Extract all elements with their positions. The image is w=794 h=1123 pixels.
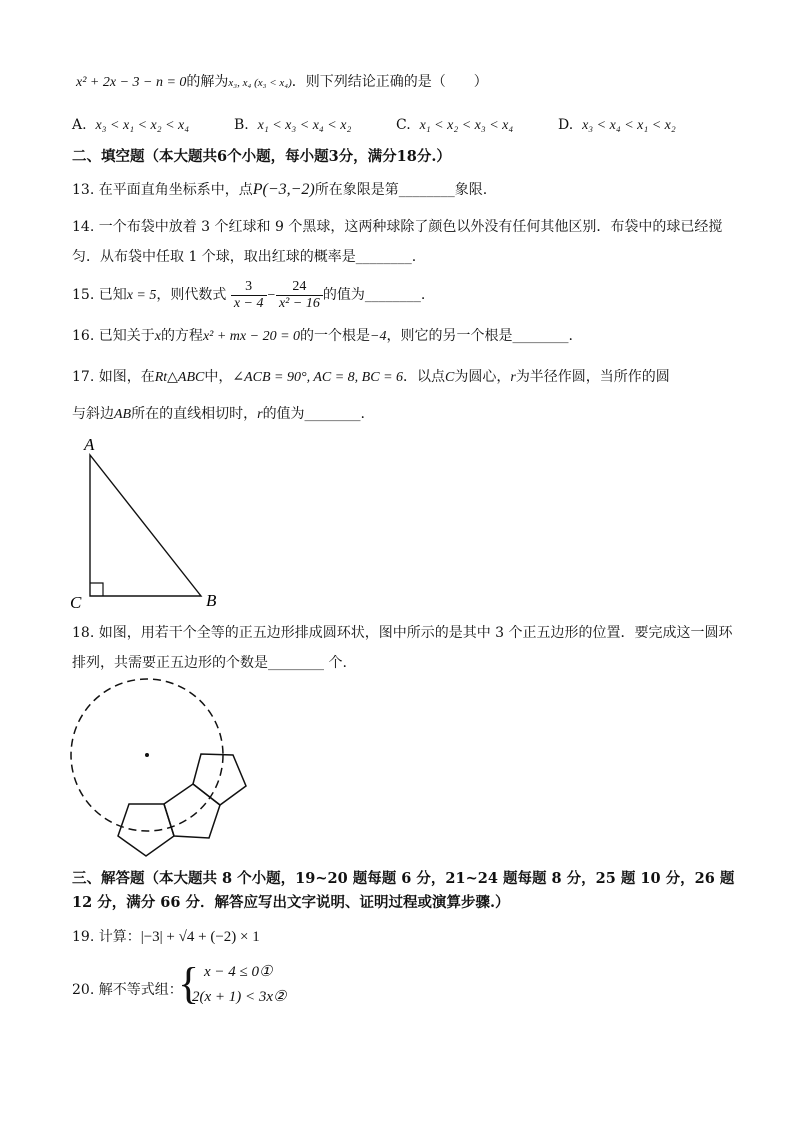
pentagon-middle	[164, 784, 220, 838]
question-14-line2: 匀．从布袋中任取 1 个球，取出红球的概率是________.	[72, 249, 417, 265]
right-angle-mark	[90, 583, 103, 596]
section3-heading-line2: 12 分，满分 66 分．解答应写出文字说明、证明过程或演算步骤.）	[72, 894, 510, 911]
question-16: 16. 已知关于x的方程x² + mx − 20 = 0的一个根是−4，则它的另一个根是________.	[72, 328, 573, 344]
system-brace: {	[178, 959, 200, 1008]
fraction-24-over-x2-minus-16: $\frac{24}{\text{x² − 16}}$	[276, 279, 323, 312]
q12-continuation: x² + 2x − 3 − n = 0的解为x₃, x₄ (x₃ < x₄)．则下列结论正确的是（ ）	[76, 74, 488, 90]
q19-expression: |−3| + √4 + (−2) × 1	[140, 929, 260, 945]
pentagon-ring-figure	[60, 672, 270, 872]
triangle-abc	[90, 455, 201, 596]
label-c: C	[70, 593, 82, 612]
question-13: 13. 在平面直角坐标系中，点P(−3,−2)所在象限是第________象限.	[72, 181, 488, 198]
question-15: 15. 已知x = 5，则代数式 $\frac{3}{x - 4}$ − $\frac{24}{\text{x² − 16}}$ 的值为________.	[72, 278, 426, 311]
option-d[interactable]: D. x₃ < x₄ < x₁ < x₂	[558, 117, 676, 133]
question-18-line1: 18. 如图，用若干个全等的正五边形排成圆环状，图中所示的是其中 3 个正五边形的位置．要完成这一圆环	[72, 625, 733, 641]
circle-center-dot	[145, 753, 149, 757]
option-a[interactable]: A. x₃ < x₁ < x₂ < x₄	[72, 117, 190, 133]
q12-roots: x₃, x₄ (x₃ < x₄)	[228, 77, 292, 89]
option-b[interactable]: B. x₁ < x₃ < x₄ < x₂	[234, 117, 352, 133]
pentagon-left	[118, 804, 174, 856]
label-b: B	[206, 591, 217, 610]
question-14-line1: 14. 一个布袋中放着 3 个红球和 9 个黑球，这两种球除了颜色以外没有任何其他区别．布袋中的球已经搅	[72, 219, 723, 235]
fraction-3-over-x-minus-4: $\frac{3}{x - 4}$	[231, 279, 267, 312]
section3-heading-line1: 三、解答题（本大题共 8 个小题，19~20 题每题 6 分，21~24 题每题 8 分，25 题 10 分，26 题	[72, 870, 735, 887]
triangle-figure	[60, 430, 230, 615]
label-a: A	[84, 435, 95, 454]
inequality-1: x − 4 ≤ 0①	[204, 964, 273, 980]
question-19: 19. 计算：|−3| + √4 + (−2) × 1	[72, 929, 260, 945]
pentagon-right	[193, 754, 246, 805]
question-17-line2: 与斜边AB所在的直线相切时，r的值为________.	[72, 406, 366, 422]
q12-equation: x² + 2x − 3 − n = 0	[76, 75, 187, 90]
option-c[interactable]: C. x₁ < x₂ < x₃ < x₄	[396, 117, 514, 133]
question-17-line1: 17. 如图，在Rt△ABC中，∠ACB = 90°, AC = 8, BC = 6．以点C为圆心，r为半径作圆，当所作的圆	[72, 369, 670, 385]
question-20: 20. 解不等式组：	[72, 982, 183, 998]
section2-heading: 二、填空题（本大题共6个小题，每小题3分，满分18分.）	[72, 148, 451, 165]
question-18-line2: 排列，共需要正五边形的个数是________ 个.	[72, 655, 347, 671]
point-p: P(−3,−2)	[252, 181, 315, 198]
inequality-2: 2(x + 1) < 3x②	[192, 989, 287, 1005]
